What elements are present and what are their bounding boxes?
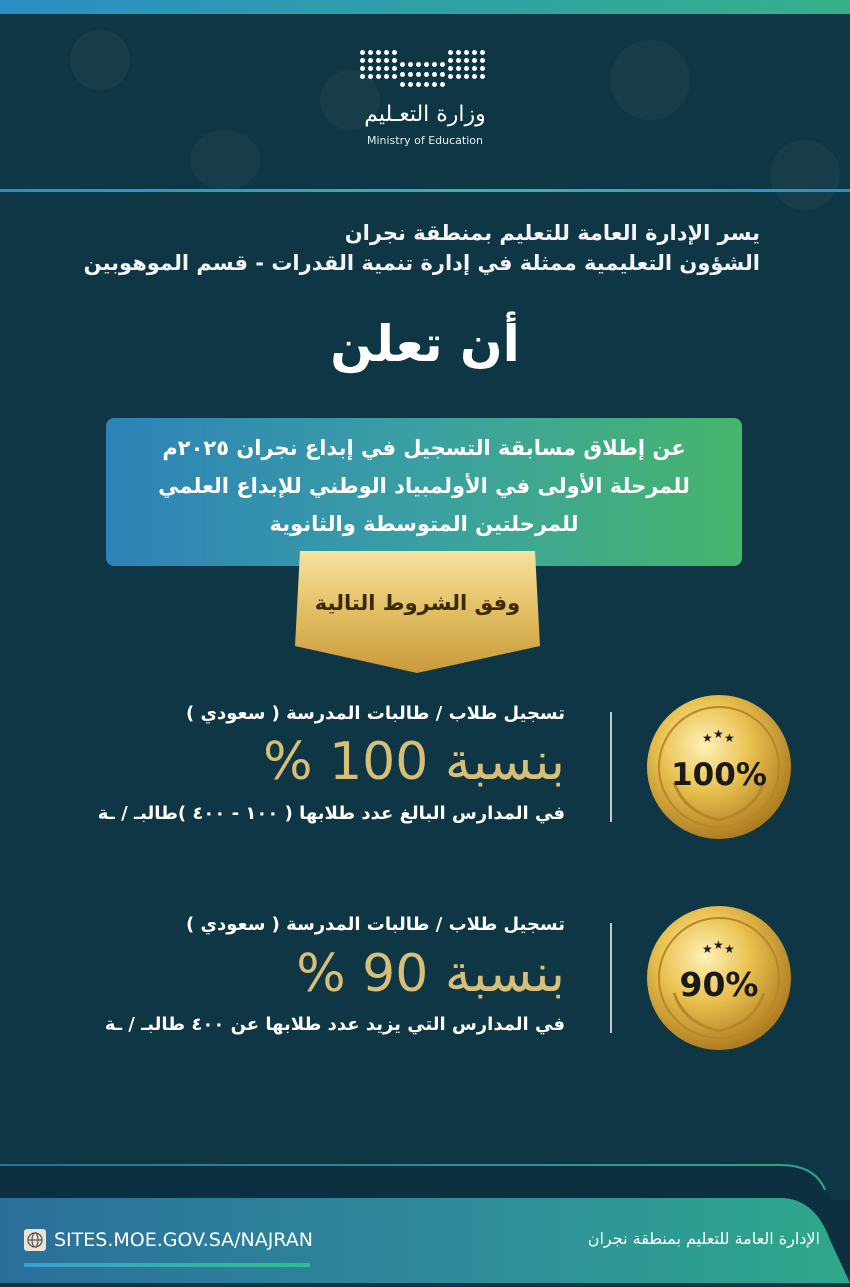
condition-1-divider (610, 712, 612, 822)
footer-department: الإدارة العامة للتعليم بمنطقة نجران (587, 1229, 820, 1248)
logo-dot (392, 74, 397, 79)
background-circle (610, 40, 690, 120)
logo-dot (440, 62, 445, 67)
logo-dot (456, 58, 461, 63)
logo-dot (368, 50, 373, 55)
logo-dot (432, 62, 437, 67)
logo-dot (480, 66, 485, 71)
ribbon-label: وفق الشروط التالية (314, 591, 521, 615)
svg-text:★: ★ (724, 942, 735, 956)
logo-dot (464, 50, 469, 55)
svg-text:★: ★ (724, 731, 735, 745)
condition-1-percentage: بنسبة 100 % (263, 732, 565, 792)
logo-dot (472, 50, 477, 55)
logo-dot (424, 62, 429, 67)
medal-100-label: 100% (671, 757, 767, 793)
logo-dot (360, 50, 365, 55)
logo-dot (432, 72, 437, 77)
svg-text:★: ★ (713, 938, 724, 952)
logo-dot (376, 74, 381, 79)
background-circle (770, 140, 840, 210)
logo-dot (384, 66, 389, 71)
logo-dot (360, 74, 365, 79)
logo-dot (400, 72, 405, 77)
header-divider (0, 189, 850, 192)
medal-90-label: 90% (679, 965, 759, 1004)
footer-website[interactable] (24, 1229, 313, 1251)
logo-dots-icon (360, 50, 490, 94)
logo-dot (408, 72, 413, 77)
svg-text:★: ★ (713, 727, 724, 741)
medal-90-icon (644, 903, 794, 1053)
logo-dot (440, 72, 445, 77)
logo-dot (400, 82, 405, 87)
logo-dot (448, 74, 453, 79)
logo-dot (432, 82, 437, 87)
logo-dot (480, 58, 485, 63)
logo-dot (376, 66, 381, 71)
svg-text:★: ★ (702, 731, 713, 745)
banner-line-1: عن إطلاق مسابقة التسجيل في إبداع نجران ٢٠٢٥م (162, 436, 686, 460)
conditions-ribbon (290, 551, 545, 673)
background-circle (190, 130, 260, 190)
condition-2-divider (610, 923, 612, 1033)
logo-name-arabic: وزارة التعـليم (364, 102, 486, 127)
logo-dot (368, 58, 373, 63)
top-gradient-bar (0, 0, 850, 14)
logo-dot (408, 62, 413, 67)
ministry-logo (355, 50, 495, 150)
condition-2-line-2: في المدارس التي يزيد عدد طلابها عن ٤٠٠ طالبـ / ـة (104, 1014, 565, 1035)
logo-dot (368, 74, 373, 79)
medal-100-icon (644, 692, 794, 842)
logo-dot (416, 82, 421, 87)
logo-dot (408, 82, 413, 87)
condition-1-line-1: تسجيل طلاب / طالبات المدرسة ( سعودي ) (186, 703, 565, 724)
banner-line-3: للمرحلتين المتوسطة والثانوية (269, 512, 579, 536)
logo-dot (424, 72, 429, 77)
logo-dot (448, 58, 453, 63)
condition-1-line-2: في المدارس البالغ عدد طلابها ( ١٠٠ - ٤٠٠ )طالبـ / ـة (97, 803, 565, 824)
condition-2-line-1: تسجيل طلاب / طالبات المدرسة ( سعودي ) (186, 914, 565, 935)
logo-dot (416, 72, 421, 77)
logo-dot (456, 66, 461, 71)
svg-text:★: ★ (702, 942, 713, 956)
logo-dot (464, 58, 469, 63)
logo-dot (376, 58, 381, 63)
logo-dot (448, 66, 453, 71)
globe-icon (24, 1229, 46, 1251)
logo-dot (368, 66, 373, 71)
logo-dot (360, 58, 365, 63)
logo-dot (440, 82, 445, 87)
logo-dot (392, 50, 397, 55)
logo-dot (464, 66, 469, 71)
logo-dot (456, 74, 461, 79)
logo-dot (384, 58, 389, 63)
footer-url-underline (24, 1263, 310, 1267)
intro-line-1: يسر الإدارة العامة للتعليم بمنطقة نجران (344, 221, 760, 245)
logo-dot (384, 74, 389, 79)
logo-dot (480, 50, 485, 55)
logo-dot (416, 62, 421, 67)
logo-dot (392, 58, 397, 63)
logo-dot (472, 74, 477, 79)
logo-dot (464, 74, 469, 79)
logo-name-english: Ministry of Education (366, 134, 483, 147)
condition-2-percentage: بنسبة 90 % (296, 944, 565, 1004)
logo-dot (448, 50, 453, 55)
footer-url[interactable]: SITES.MOE.GOV.SA/NAJRAN (54, 1229, 313, 1251)
logo-dot (480, 74, 485, 79)
logo-dot (384, 50, 389, 55)
logo-dot (472, 58, 477, 63)
logo-dot (424, 82, 429, 87)
announce-heading: أن تعلن (330, 315, 520, 373)
banner-line-2: للمرحلة الأولى في الأولمبياد الوطني للإبداع العلمي (158, 474, 690, 498)
announcement-banner (106, 418, 742, 566)
logo-dot (472, 66, 477, 71)
logo-dot (392, 66, 397, 71)
logo-dot (376, 50, 381, 55)
logo-dot (360, 66, 365, 71)
background-circle (70, 30, 130, 90)
logo-dot (456, 50, 461, 55)
intro-line-2: الشؤون التعليمية ممثلة في إدارة تنمية القدرات - قسم الموهوبين (83, 251, 760, 275)
logo-dot (400, 62, 405, 67)
